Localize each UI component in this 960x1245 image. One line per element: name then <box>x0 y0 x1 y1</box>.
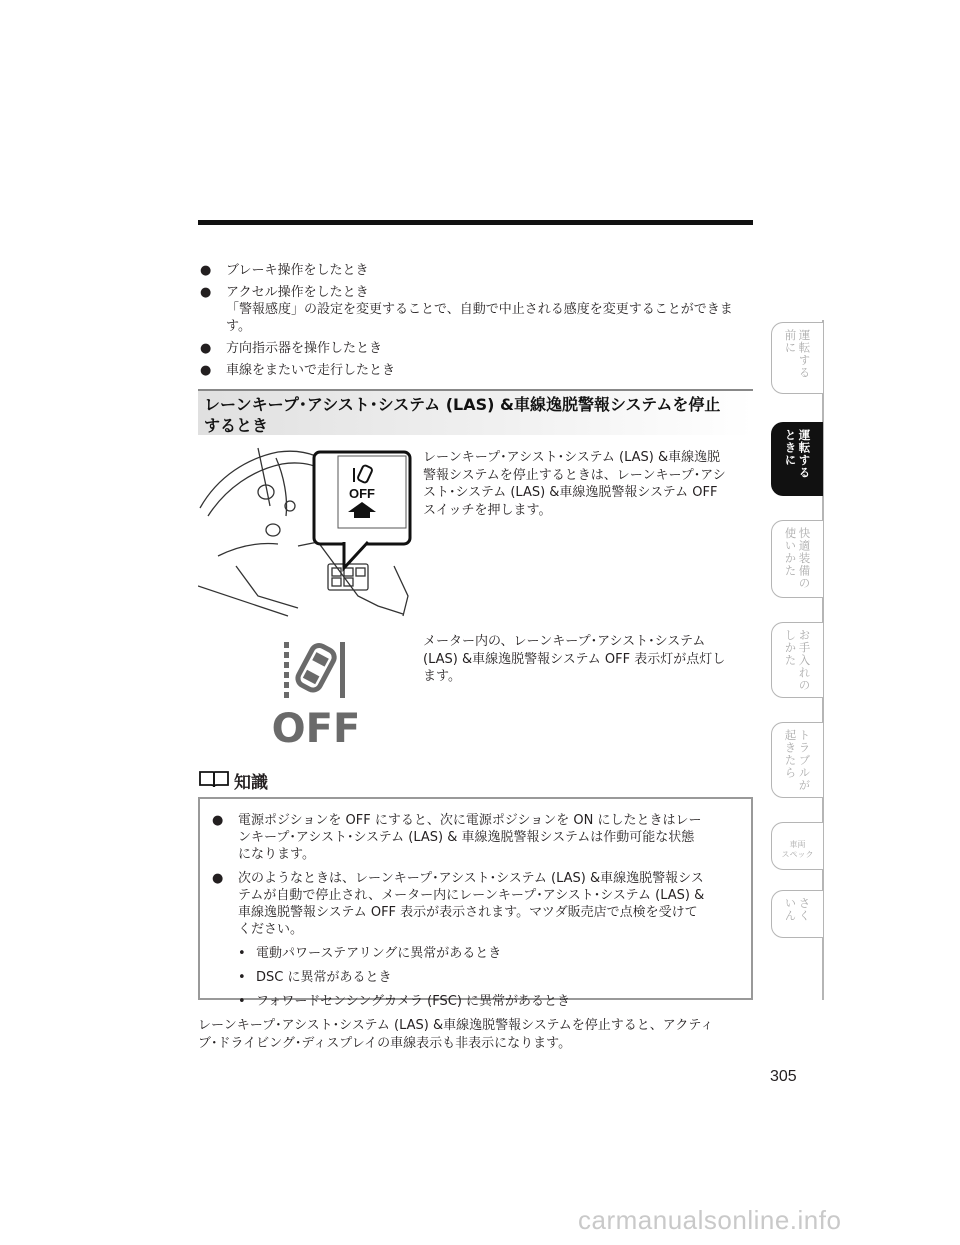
knowledge-line: ンキープ･アシスト･システム (LAS) & 車線逸脱警報システムは作動可能な状態 <box>238 830 695 845</box>
section-title <box>204 394 749 436</box>
top-rule <box>198 220 753 225</box>
tab-troubleshooting[interactable] <box>771 722 823 798</box>
bullet-item <box>198 262 753 279</box>
tab-label: いん <box>783 897 798 922</box>
paragraph-line: (LAS) &車線逸脱警報システム OFF 表示灯が点灯し <box>423 651 726 667</box>
bullet-text: アクセル操作をしたとき <box>226 285 369 300</box>
tab-specifications[interactable] <box>771 822 823 870</box>
knowledge-item <box>208 870 742 938</box>
bullet-dot: ● <box>212 813 224 828</box>
knowledge-subitem-text: 電動パワーステアリングに異常があるとき <box>256 946 502 961</box>
book-icon <box>198 769 230 789</box>
tab-label: お手入れの <box>797 629 812 692</box>
knowledge-box <box>198 797 753 1009</box>
knowledge-subitem <box>208 945 742 962</box>
paragraph-line: メーター内の、レーンキープ･アシスト･システム <box>423 634 706 649</box>
indicator-off-label: OFF <box>271 706 361 746</box>
section-title-line: レーンキープ･アシスト･システム (LAS) &車線逸脱警報システムを停止 <box>204 395 721 414</box>
paragraph-line: レーンキープ･アシスト･システム (LAS) &車線逸脱警報システムを停止すると、アクティ <box>198 1018 714 1033</box>
knowledge-subitem <box>208 993 742 1010</box>
bullet-dot: ● <box>200 363 212 378</box>
dashboard-switch-illustration <box>198 446 412 624</box>
switch-off-label: OFF <box>349 486 375 501</box>
tab-label: 車両 <box>789 840 806 849</box>
tab-index[interactable] <box>771 890 823 938</box>
tab-label: トラブルが <box>797 729 812 792</box>
tab-label: 起きたら <box>783 729 798 779</box>
bullet-dot: ● <box>212 871 224 886</box>
knowledge-subitem-text: フォワードセンシングカメラ (FSC) に異常があるとき <box>256 994 571 1009</box>
las-off-indicator-icon <box>270 638 362 746</box>
bullet-subtext: 「警報感度」の設定を変更することで、自動で中止される感度を変更することができま <box>226 302 733 317</box>
page-number: 305 <box>770 1068 797 1085</box>
bullet-text: 車線をまたいで走行したとき <box>226 363 396 378</box>
paragraph-line: 警報システムを停止するときは、レーンキープ･アシ <box>423 467 726 483</box>
section-title-line: するとき <box>204 416 269 435</box>
knowledge-title: 知識 <box>234 773 268 793</box>
bullet-dot: ● <box>200 341 212 356</box>
tab-label: ときに <box>783 429 798 467</box>
paragraph-switch <box>423 449 753 519</box>
knowledge-line: になります。 <box>238 847 315 862</box>
paragraph-line: スト･システム (LAS) &車線逸脱警報システム OFF <box>423 485 718 500</box>
bullet-text: ブレーキ操作をしたとき <box>226 263 369 278</box>
knowledge-line: 電源ポジションを OFF にすると、次に電源ポジションを ON にしたときはレー <box>238 813 702 828</box>
tab-while-driving[interactable] <box>771 422 823 496</box>
bullet-dot: ● <box>200 263 212 278</box>
sub-bullet-dot: • <box>238 946 246 961</box>
paragraph-line: レーンキープ･アシスト･システム (LAS) &車線逸脱 <box>423 450 721 465</box>
paragraph-line: ます。 <box>423 669 461 684</box>
bullet-item <box>198 362 753 379</box>
bullet-item <box>198 340 753 357</box>
bullet-text: 方向指示器を操作したとき <box>226 341 383 356</box>
bullet-dot: ● <box>200 285 212 300</box>
tab-label: 前に <box>783 329 798 354</box>
bullet-list <box>198 262 753 384</box>
tab-label: スペック <box>781 850 814 859</box>
tab-label: 運転する <box>797 329 812 379</box>
sub-bullet-dot: • <box>238 970 246 985</box>
paragraph-indicator <box>423 633 753 686</box>
knowledge-line: 車線逸脱警報システム OFF 表示が表示されます。マツダ販売店で点検を受けて <box>238 905 698 920</box>
tab-label: さく <box>797 897 812 922</box>
tab-maintenance[interactable] <box>771 622 823 698</box>
bullet-item <box>198 284 753 335</box>
knowledge-line: 次のようなときは、レーンキープ･アシスト･システム (LAS) &車線逸脱警報シス <box>238 871 704 886</box>
knowledge-subitem <box>208 969 742 986</box>
tab-label: 快適装備の <box>797 527 812 590</box>
watermark: carmanualsonline.info <box>578 1205 842 1235</box>
section-heading <box>198 389 753 435</box>
knowledge-line: テムが自動で停止され、メーター内にレーンキープ･アシスト･システム (LAS) & <box>238 888 705 903</box>
knowledge-item <box>208 812 742 863</box>
paragraph-line: スイッチを押します。 <box>423 502 552 518</box>
bullet-subtext: す。 <box>226 319 251 334</box>
paragraph-line: ブ･ドライビング･ディスプレイの車線表示も非表示になります。 <box>198 1035 572 1051</box>
closing-paragraph <box>198 1017 753 1052</box>
knowledge-subitem-text: DSC に異常があるとき <box>256 970 392 985</box>
tab-label: 使いかた <box>783 527 798 577</box>
tab-label: しかた <box>783 629 798 667</box>
tab-before-driving[interactable] <box>771 322 823 394</box>
sub-bullet-dot: • <box>238 994 246 1009</box>
knowledge-line: ください。 <box>238 922 304 937</box>
tab-label: 運転する <box>797 429 812 479</box>
tab-comfort-features[interactable] <box>771 520 823 598</box>
